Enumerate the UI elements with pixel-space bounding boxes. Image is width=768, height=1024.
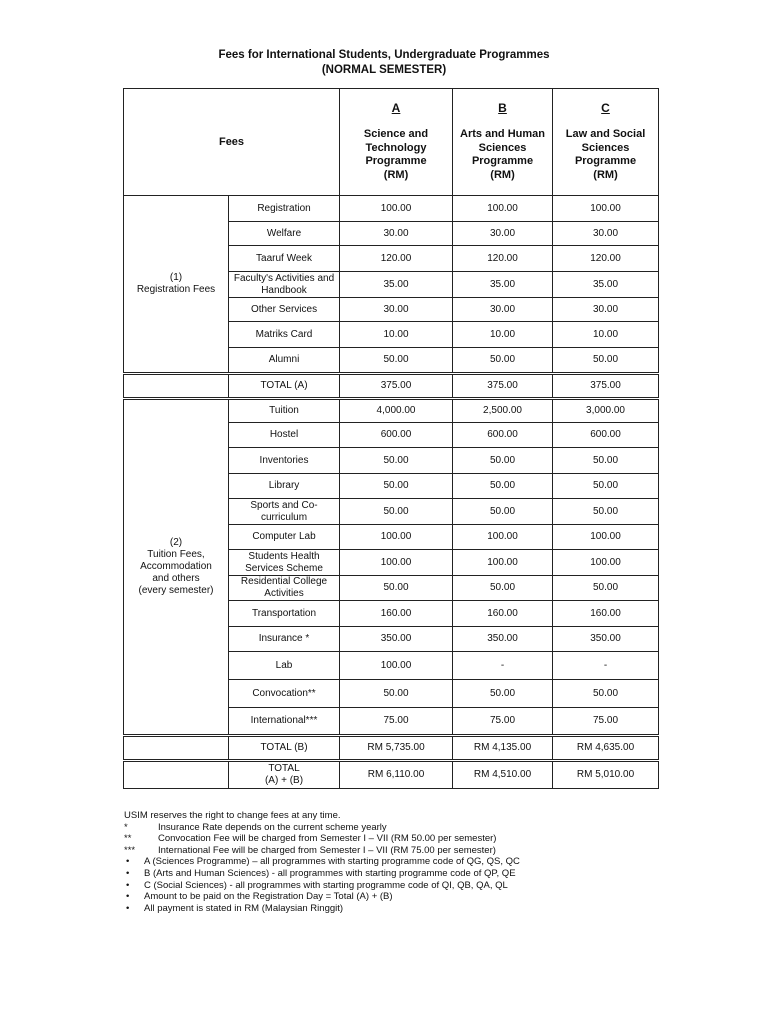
- tuition-section: [124, 399, 659, 736]
- fee-item-label: Sports and Co-curriculum: [229, 499, 340, 525]
- column-c-letter: C: [601, 101, 610, 115]
- column-a-line-2: Technology: [365, 141, 427, 154]
- total-b-value-a: RM 5,735.00: [340, 736, 453, 761]
- total-ab-label: [229, 761, 340, 789]
- footnote-mark: ***: [124, 844, 136, 856]
- footnote-mark: **: [124, 833, 132, 845]
- tuition-fees-group-line-1: (2): [169, 537, 183, 548]
- fee-value-a: 50.00: [340, 499, 453, 525]
- fee-value-b: 100.00: [453, 525, 553, 550]
- fee-item-label: Lab: [229, 652, 340, 680]
- bullet-item: [124, 880, 684, 892]
- fee-item-label: Other Services: [229, 298, 340, 322]
- total-a-value-b: 375.00: [453, 374, 553, 399]
- fee-value-a: 120.00: [340, 246, 453, 272]
- column-c-line-1: Law and Social: [565, 128, 646, 140]
- fees-header: Fees: [124, 89, 340, 196]
- bullet-text: B (Arts and Human Sciences) - all programmes with starting programme code of QP, QE: [144, 867, 516, 879]
- bullet-dot-icon: •: [126, 856, 130, 868]
- fee-value-b: 75.00: [453, 708, 553, 736]
- column-c-line-4: (RM): [593, 168, 618, 181]
- fee-item-label: Transportation: [229, 601, 340, 627]
- fee-value-b: 50.00: [453, 474, 553, 499]
- fee-item-label: Registration: [229, 196, 340, 222]
- total-ab-value-c: RM 5,010.00: [553, 761, 659, 789]
- tuition-fees-group-line-2: Tuition Fees,: [147, 549, 205, 560]
- total-b-row: [124, 736, 659, 761]
- column-a-letter: A: [391, 101, 401, 115]
- fee-value-a: 50.00: [340, 474, 453, 499]
- footnote-text: Convocation Fee will be charged from Semester I – VII (RM 50.00 per semester): [158, 833, 497, 845]
- fee-value-a: 4,000.00: [340, 399, 453, 423]
- footnote-text: International Fee will be charged from Semester I – VII (RM 75.00 per semester): [158, 844, 496, 856]
- fee-item-label: Residential College Activities: [229, 576, 340, 601]
- fee-value-c: 100.00: [553, 550, 659, 576]
- column-a-line-4: (RM): [383, 168, 409, 181]
- total-a-value-a: 375.00: [340, 374, 453, 399]
- bullet-item: [124, 856, 684, 868]
- bullet-item: [124, 868, 684, 880]
- fee-row: [124, 196, 659, 222]
- fee-value-b: 100.00: [453, 196, 553, 222]
- bullet-item: [124, 903, 684, 915]
- total-ab-spacer: [124, 761, 229, 789]
- fee-value-a: 35.00: [340, 272, 453, 298]
- fee-value-a: 100.00: [340, 550, 453, 576]
- total-a-row: [124, 374, 659, 399]
- fee-value-a: 75.00: [340, 708, 453, 736]
- fee-item-label: Taaruf Week: [229, 246, 340, 272]
- fee-value-a: 50.00: [340, 576, 453, 601]
- fee-value-a: 30.00: [340, 298, 453, 322]
- document-title: [0, 48, 768, 78]
- fee-value-b: -: [453, 652, 553, 680]
- fee-value-b: 50.00: [453, 576, 553, 601]
- fee-item-label: Faculty's Activities and Handbook: [229, 272, 340, 298]
- total-a-label: TOTAL (A): [229, 374, 340, 399]
- total-a-value-c: 375.00: [553, 374, 659, 399]
- footnote-item: [124, 833, 684, 845]
- bullet-item: [124, 891, 684, 903]
- column-a-header: [340, 89, 453, 196]
- footnote-item: [124, 822, 684, 834]
- total-ab-row: [124, 761, 659, 789]
- fee-value-b: 160.00: [453, 601, 553, 627]
- header-row: [124, 89, 659, 196]
- registration-fees-group: [124, 196, 229, 374]
- footnote-item: [124, 845, 684, 857]
- bullets-list: [124, 856, 684, 914]
- fee-value-a: 50.00: [340, 448, 453, 474]
- fee-value-a: 30.00: [340, 222, 453, 246]
- fee-item-label: Students Health Services Scheme: [229, 550, 340, 576]
- bullet-dot-icon: •: [126, 867, 130, 879]
- registration-total-section: [124, 374, 659, 399]
- fee-value-b: 50.00: [453, 680, 553, 708]
- fee-value-b: 50.00: [453, 499, 553, 525]
- fee-value-b: 50.00: [453, 448, 553, 474]
- fee-value-b: 350.00: [453, 627, 553, 652]
- fee-value-c: 50.00: [553, 448, 659, 474]
- fee-value-b: 120.00: [453, 246, 553, 272]
- fee-value-b: 100.00: [453, 550, 553, 576]
- fee-value-c: -: [553, 652, 659, 680]
- notes-section: [124, 810, 684, 914]
- fee-value-a: 50.00: [340, 680, 453, 708]
- fee-value-a: 600.00: [340, 423, 453, 448]
- fee-value-b: 50.00: [453, 348, 553, 374]
- tuition-fees-group-line-5: (every semester): [138, 585, 214, 596]
- total-ab-label-line-1: TOTAL: [268, 763, 300, 774]
- notes-intro: USIM reserves the right to change fees at any time.: [124, 810, 341, 821]
- bullet-dot-icon: •: [126, 879, 130, 891]
- bullet-text: Amount to be paid on the Registration Day = Total (A) + (B): [144, 891, 393, 903]
- fee-item-label: Welfare: [229, 222, 340, 246]
- fee-value-b: 30.00: [453, 222, 553, 246]
- fee-value-c: 75.00: [553, 708, 659, 736]
- column-b-line-3: Programme: [471, 155, 534, 167]
- fee-value-c: 160.00: [553, 601, 659, 627]
- fee-value-a: 10.00: [340, 322, 453, 348]
- title-line-1: Fees for International Students, Undergraduate Programmes: [218, 49, 550, 61]
- fee-row: [124, 399, 659, 423]
- fee-value-a: 160.00: [340, 601, 453, 627]
- registration-fees-group-line-2: Registration Fees: [136, 284, 216, 295]
- column-c-line-2: Sciences: [581, 141, 630, 154]
- fee-value-c: 30.00: [553, 298, 659, 322]
- tuition-fees-group-line-3: Accommodation: [140, 561, 212, 572]
- column-c-line-3: Programme: [574, 155, 637, 167]
- fee-value-b: 10.00: [453, 322, 553, 348]
- bullet-text: A (Sciences Programme) – all programmes with starting programme code of QG, QS, QC: [144, 856, 520, 868]
- registration-section: [124, 196, 659, 374]
- fee-value-a: 100.00: [340, 652, 453, 680]
- total-b-value-c: RM 4,635.00: [553, 736, 659, 761]
- fee-item-label: Tuition: [229, 399, 340, 423]
- tuition-fees-group-line-4: and others: [152, 573, 200, 584]
- footnotes-list: [124, 822, 684, 857]
- fee-value-c: 50.00: [553, 576, 659, 601]
- fee-value-a: 100.00: [340, 196, 453, 222]
- fee-value-c: 3,000.00: [553, 399, 659, 423]
- column-c-header: [553, 89, 659, 196]
- total-ab-value-b: RM 4,510.00: [453, 761, 553, 789]
- fee-value-c: 50.00: [553, 499, 659, 525]
- fee-value-c: 50.00: [553, 474, 659, 499]
- footnote-mark: *: [124, 821, 128, 833]
- total-ab-value-a: RM 6,110.00: [340, 761, 453, 789]
- registration-fees-group-line-1: (1): [169, 272, 183, 283]
- fees-table: [123, 88, 659, 789]
- fee-value-c: 100.00: [553, 525, 659, 550]
- fee-value-c: 50.00: [553, 680, 659, 708]
- fee-item-label: Inventories: [229, 448, 340, 474]
- total-b-spacer: [124, 736, 229, 761]
- fee-value-a: 100.00: [340, 525, 453, 550]
- fee-value-a: 50.00: [340, 348, 453, 374]
- column-b-line-2: Sciences: [478, 141, 527, 154]
- column-b-line-1: Arts and Human: [460, 128, 545, 140]
- fee-value-c: 120.00: [553, 246, 659, 272]
- column-b-line-4: (RM): [490, 168, 515, 181]
- tuition-fees-group: [124, 399, 229, 736]
- fee-item-label: Library: [229, 474, 340, 499]
- bullet-dot-icon: •: [126, 902, 130, 914]
- bullet-text: All payment is stated in RM (Malaysian Ringgit): [144, 902, 344, 914]
- total-b-label: TOTAL (B): [229, 736, 340, 761]
- fee-item-label: Matriks Card: [229, 322, 340, 348]
- column-b-header: [453, 89, 553, 196]
- fee-item-label: International***: [229, 708, 340, 736]
- fee-value-c: 600.00: [553, 423, 659, 448]
- fee-value-b: 35.00: [453, 272, 553, 298]
- fee-item-label: Insurance *: [229, 627, 340, 652]
- footnote-text: Insurance Rate depends on the current scheme yearly: [158, 821, 387, 833]
- bullet-text: C (Social Sciences) - all programmes with starting programme code of QI, QB, QA, QL: [144, 879, 508, 891]
- fee-value-c: 50.00: [553, 348, 659, 374]
- fee-value-b: 30.00: [453, 298, 553, 322]
- fee-value-c: 10.00: [553, 322, 659, 348]
- fee-item-label: Computer Lab: [229, 525, 340, 550]
- total-b-value-b: RM 4,135.00: [453, 736, 553, 761]
- title-line-2: (NORMAL SEMESTER): [321, 64, 447, 76]
- total-a-spacer: [124, 374, 229, 399]
- fee-value-a: 350.00: [340, 627, 453, 652]
- fee-value-b: 600.00: [453, 423, 553, 448]
- column-a-line-1: Science and: [363, 128, 429, 140]
- tuition-total-section: [124, 736, 659, 789]
- fee-item-label: Hostel: [229, 423, 340, 448]
- column-b-letter: B: [498, 101, 507, 115]
- fee-item-label: Convocation**: [229, 680, 340, 708]
- fee-value-c: 30.00: [553, 222, 659, 246]
- fee-value-c: 350.00: [553, 627, 659, 652]
- fee-value-c: 100.00: [553, 196, 659, 222]
- fee-value-c: 35.00: [553, 272, 659, 298]
- fee-value-b: 2,500.00: [453, 399, 553, 423]
- fee-item-label: Alumni: [229, 348, 340, 374]
- total-ab-label-line-2: (A) + (B): [264, 775, 304, 786]
- bullet-dot-icon: •: [126, 891, 130, 903]
- column-a-line-3: Programme: [365, 155, 427, 167]
